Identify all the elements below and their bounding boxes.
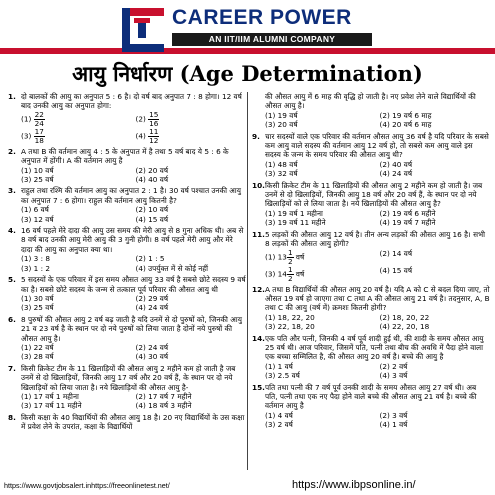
question-number bbox=[252, 92, 265, 130]
option-text: 20 वर्ष bbox=[277, 120, 298, 130]
option-text: 15 वर्ष bbox=[148, 214, 169, 224]
option-label: (3) bbox=[21, 131, 34, 141]
answer-option bbox=[380, 169, 491, 178]
answer-option bbox=[265, 111, 376, 120]
fraction-numerator: 1 bbox=[287, 264, 293, 274]
option-text: 29 वर्ष bbox=[148, 293, 169, 303]
answer-option bbox=[265, 362, 376, 371]
question-body bbox=[21, 315, 246, 362]
option-label: (3) bbox=[265, 322, 278, 332]
option-label: (3) bbox=[265, 371, 278, 381]
answer-option bbox=[380, 111, 491, 120]
answer-option bbox=[136, 294, 247, 303]
question-text: पति तथा पत्नी की 7 वर्ष पूर्व उनकी शादी के समय औसत आयु 27 वर्ष थी। अब पति, पत्नी तथा एक नए पैदा होने वाले बच्चे की औसत आयु 21 वर्ष है। बच्चे की वर्तमान आयु है bbox=[265, 382, 477, 411]
option-label: (3) bbox=[21, 401, 34, 411]
question-body bbox=[265, 285, 490, 332]
question-body bbox=[265, 334, 490, 381]
answer-option bbox=[136, 215, 247, 224]
fraction-denominator: 12 bbox=[149, 135, 159, 145]
footer-links-left[interactable]: https://www.govtjobsalert.inhttps://freeonlinetest.net/ bbox=[4, 481, 170, 490]
question-number: 2. bbox=[8, 146, 16, 156]
answer-option bbox=[136, 128, 247, 145]
question-item bbox=[8, 275, 246, 313]
option-text: 4 वर्ष bbox=[277, 410, 293, 420]
question-item bbox=[8, 413, 246, 432]
question-text: राहुल तथा रश्मि की वर्तमान आयु का अनुपात 2 : 1 है। 30 वर्ष पश्चात उनकी आयु का अनुपात 7 : 6 होगा। राहुल की वर्तमान आयु कितनी है? bbox=[21, 186, 241, 205]
option-text: 24 वर्ष bbox=[148, 303, 169, 313]
option-text: 30 वर्ष bbox=[33, 293, 54, 303]
option-text: 6 वर्ष bbox=[33, 205, 49, 215]
question-text: की औसत आयु में 6 माह की वृद्धि हो जाती है। नए प्रवेश लेने वाले विद्यार्थियों की औसत आयु है। bbox=[265, 92, 476, 111]
question-number: 14. bbox=[252, 333, 265, 343]
option-label: (4) bbox=[135, 214, 149, 224]
question-item bbox=[252, 285, 490, 332]
fraction-numerator: 22 bbox=[34, 109, 44, 119]
option-label: (3) bbox=[21, 303, 34, 313]
answer-option bbox=[380, 120, 491, 129]
option-text: 19 वर्ष 1 महीना bbox=[277, 208, 323, 218]
option-label: (3) bbox=[21, 175, 34, 185]
fraction-denominator: 16 bbox=[149, 118, 159, 128]
footer bbox=[0, 477, 495, 495]
answer-option bbox=[265, 420, 376, 429]
question-item bbox=[8, 226, 246, 273]
answer-option bbox=[21, 166, 132, 175]
question-item bbox=[252, 383, 490, 430]
answer-option bbox=[21, 343, 132, 352]
question-body bbox=[21, 186, 246, 224]
question-body bbox=[21, 413, 246, 432]
option-text: 17 वर्ष 1 महीना bbox=[33, 391, 79, 401]
logo-mark-icon bbox=[120, 6, 166, 56]
question-body bbox=[21, 147, 246, 185]
question-body bbox=[265, 92, 490, 130]
question-number: 15. bbox=[252, 382, 265, 392]
answer-option bbox=[136, 303, 247, 312]
option-text: 24 वर्ष bbox=[392, 169, 413, 179]
answer-option bbox=[21, 392, 132, 401]
option-whole: 13 bbox=[277, 252, 287, 261]
option-text: 19 वर्ष 6 महीने bbox=[392, 208, 436, 218]
right-column bbox=[252, 92, 490, 472]
question-text: किसी कक्षा के 40 विद्यार्थियों की औसत आयु 18 है। 20 नए विद्यार्थियों के उस कक्षा में प्रवेश लेने के उपरांत, कक्षा के विद्यार्थियों bbox=[21, 412, 245, 432]
answer-option bbox=[136, 111, 247, 128]
option-label: (3) bbox=[265, 420, 278, 430]
question-text: 16 वर्ष पहले मेरे दादा की आयु उस समय की मेरी आयु से 8 गुना अधिक थी। अब से 8 वर्ष बाद उनकी आयु मेरी आयु की 3 गुनी होगी। 8 वर्ष पहले मेरी आयु और मेरे दादा की आयु का अनुपात क्या था। bbox=[21, 226, 244, 254]
options-grid bbox=[21, 205, 246, 224]
brand-name: CAREER POWER bbox=[172, 6, 352, 29]
options-grid bbox=[21, 111, 246, 145]
option-text: 20 वर्ष bbox=[148, 165, 169, 175]
question-body bbox=[265, 181, 490, 228]
answer-option bbox=[265, 169, 376, 178]
answer-option bbox=[21, 205, 132, 214]
option-text: 19 वर्ष bbox=[277, 110, 298, 120]
option-text: 3 वर्ष bbox=[392, 371, 408, 381]
question-body bbox=[21, 364, 246, 411]
question-item bbox=[252, 334, 490, 381]
option-fraction bbox=[287, 249, 294, 266]
answer-option bbox=[380, 371, 491, 380]
option-label: (1) bbox=[21, 254, 34, 264]
answer-option bbox=[380, 209, 491, 218]
answer-option bbox=[265, 120, 376, 129]
option-label: (1) bbox=[265, 159, 278, 169]
answer-option bbox=[265, 266, 376, 283]
question-item bbox=[8, 364, 246, 411]
question-body bbox=[21, 275, 246, 313]
answer-option bbox=[136, 254, 247, 263]
question-item bbox=[8, 92, 246, 145]
option-label: (4) bbox=[379, 420, 393, 430]
option-text: 1 : 2 bbox=[33, 263, 51, 273]
option-label: (2) bbox=[379, 159, 393, 169]
option-text: 17 वर्ष 11 महीने bbox=[33, 401, 82, 411]
question-number: 11. bbox=[252, 229, 265, 239]
option-label: (4) bbox=[379, 218, 393, 228]
option-label: (2) bbox=[135, 254, 149, 264]
option-text: 22, 20, 18 bbox=[392, 322, 430, 332]
option-label: (4) bbox=[135, 401, 149, 411]
options-grid bbox=[21, 294, 246, 313]
option-label: (2) bbox=[379, 361, 393, 371]
option-label: (3) bbox=[21, 352, 34, 362]
answer-option bbox=[21, 264, 132, 273]
option-text: 2 वर्ष bbox=[392, 361, 408, 371]
option-fraction bbox=[34, 128, 45, 145]
option-label: (3) bbox=[265, 169, 278, 179]
answer-option bbox=[265, 218, 376, 227]
option-text: 2.5 वर्ष bbox=[277, 371, 300, 381]
answer-option bbox=[265, 249, 376, 266]
options-grid bbox=[265, 111, 490, 130]
answer-option bbox=[21, 111, 132, 128]
option-label: (1) bbox=[265, 110, 278, 120]
option-label: (4) bbox=[379, 265, 393, 275]
option-label: (3) bbox=[21, 214, 34, 224]
option-text: 10 वर्ष bbox=[148, 205, 169, 215]
option-fraction bbox=[287, 266, 294, 283]
options-grid bbox=[21, 392, 246, 411]
options-grid bbox=[21, 254, 246, 273]
option-label: (2) bbox=[135, 165, 149, 175]
options-grid bbox=[265, 160, 490, 179]
answer-option bbox=[380, 313, 491, 322]
option-label: (3) bbox=[21, 263, 34, 273]
option-suffix: वर्ष bbox=[293, 252, 305, 261]
answer-option bbox=[380, 411, 491, 420]
fraction-numerator: 11 bbox=[149, 126, 159, 136]
question-text: A तथा B की वर्तमान आयु 4 : 5 के अनुपात में है तथा 5 वर्ष बाद ये 5 : 6 के अनुपात में होंगी। A की वर्तमान आयु है bbox=[21, 146, 229, 166]
option-label: (2) bbox=[379, 312, 393, 322]
question-item bbox=[8, 315, 246, 362]
option-label: (1) bbox=[21, 114, 34, 124]
option-text: 40 वर्ष bbox=[392, 159, 413, 169]
footer-link-right[interactable]: https://www.ibpsonline.in/ bbox=[292, 479, 416, 491]
question-item bbox=[252, 132, 490, 179]
option-label: (1) bbox=[265, 410, 278, 420]
option-fraction bbox=[148, 128, 159, 145]
options-grid bbox=[21, 343, 246, 362]
brand-tagline: AN IIT/IIM ALUMNI COMPANY bbox=[208, 34, 336, 44]
option-label: (4) bbox=[135, 263, 149, 273]
answer-option bbox=[380, 266, 491, 283]
answer-option bbox=[136, 352, 247, 361]
option-label: (1) bbox=[21, 342, 34, 352]
question-number: 8. bbox=[8, 412, 16, 422]
question-text: 5 सदस्यों के एक परिवार में इस समय औसत आयु 33 वर्ष है सबसे छोटे सदस्य 9 वर्ष का है। सबसे छोटे सदस्य के जन्म से तत्काल पूर्व परिवार की औसत आयु थी bbox=[21, 275, 246, 294]
answer-option bbox=[380, 249, 491, 266]
question-number: 7. bbox=[8, 363, 16, 373]
option-text: 40 वर्ष bbox=[148, 175, 169, 185]
fraction-denominator: 2 bbox=[287, 256, 293, 266]
answer-option bbox=[136, 401, 247, 410]
fraction-numerator: 1 bbox=[287, 247, 293, 257]
question-number: 9. bbox=[252, 131, 260, 141]
tagline-bar bbox=[172, 33, 372, 46]
fraction-numerator: 17 bbox=[34, 126, 44, 136]
option-label: (2) bbox=[379, 110, 393, 120]
question-text: 8 पुरुषों की औसत आयु 2 वर्ष बढ़ जाती है यदि उनमें से दो पुरुषों को, जिनकी आयु 21 व 23 वर्ष है के स्थान पर दो नये पुरुषों को लिया जाता है दोनों नये पुरुषों की औसत आयु है। bbox=[21, 314, 242, 343]
options-grid bbox=[265, 209, 490, 228]
option-text: 17 वर्ष 7 महीने bbox=[148, 391, 192, 401]
option-label: (2) bbox=[135, 114, 149, 124]
column-divider bbox=[247, 92, 248, 470]
option-label: (2) bbox=[379, 208, 393, 218]
option-text: 24 वर्ष bbox=[148, 342, 169, 352]
option-text: 48 वर्ष bbox=[277, 159, 298, 169]
answer-option bbox=[136, 392, 247, 401]
question-number: 4. bbox=[8, 226, 16, 236]
option-text: उपर्युक्त में से कोई नहीं bbox=[148, 263, 209, 273]
option-label: (1) bbox=[265, 252, 278, 261]
question-body bbox=[21, 92, 246, 145]
answer-option bbox=[21, 128, 132, 145]
option-suffix: वर्ष bbox=[293, 269, 305, 278]
fraction-denominator: 18 bbox=[34, 135, 44, 145]
question-body bbox=[265, 230, 490, 283]
option-fraction bbox=[148, 111, 159, 128]
option-label: (1) bbox=[265, 312, 278, 322]
fraction-denominator: 2 bbox=[287, 273, 293, 283]
answer-option bbox=[21, 303, 132, 312]
question-text: किसी क्रिकेट टीम के 11 खिलाड़ियों की औसत आयु 2 महीने कम हो जाती है। जब उनमें से दो खिलाड़ियों, जिनकी आयु 18 वर्ष और 20 वर्ष हैं, के स्थान पर दो नये खिलाड़ियों को ले लिया जाता है। नये खिलाड़ियों की औसत आयु है? bbox=[265, 180, 483, 209]
answer-option bbox=[380, 322, 491, 331]
answer-option bbox=[380, 218, 491, 227]
option-text: 18, 20, 22 bbox=[392, 312, 430, 322]
answer-option bbox=[265, 209, 376, 218]
answer-option bbox=[21, 254, 132, 263]
option-text: 1 : 5 bbox=[148, 254, 165, 264]
option-label: (2) bbox=[135, 391, 149, 401]
option-label: (2) bbox=[135, 293, 149, 303]
question-text: 5 लड़कों की औसत आयु 12 वर्ष है। तीन अन्य लड़कों की औसत आयु 16 है। सभी 8 लड़कों की औसत आयु होगी? bbox=[265, 229, 486, 249]
option-text: 20 वर्ष 6 माह bbox=[392, 120, 432, 130]
option-text: 25 वर्ष bbox=[33, 303, 54, 313]
question-text: किसी क्रिकेट टीम के 11 खिलाड़ियों की औसत आयु 2 महीने कम हो जाती है जब उनमें से दो खिलाड़ियों, जिनकी आयु 17 वर्ष और 20 वर्ष हैं, के स्थान पर दो नये खिलाड़ियों को लिया जाता है। नये खिलाड़ियों की औसत आयु है- bbox=[21, 363, 236, 392]
answer-option bbox=[136, 205, 247, 214]
option-label: (4) bbox=[135, 131, 149, 141]
answer-option bbox=[136, 343, 247, 352]
question-text: एक पति और पत्नी, जिनकी 4 वर्ष पूर्व शादी हुई थी, की शादी के समय औसत आयु 25 वर्ष थी। आज परिवार, जिसमें पति, पत्नी तथा बीच की अवधि में पैदा होने वाला एक बच्चा सम्मिलित है, की औसत आयु 20 वर्ष है। बच्चे की आयु है bbox=[265, 333, 484, 362]
option-label: (1) bbox=[21, 391, 34, 401]
option-label: (3) bbox=[265, 218, 278, 228]
answer-option bbox=[265, 411, 376, 420]
options-grid bbox=[21, 166, 246, 185]
options-grid bbox=[265, 249, 490, 283]
answer-option bbox=[21, 352, 132, 361]
answer-option bbox=[21, 401, 132, 410]
answer-option bbox=[136, 264, 247, 273]
option-label: (1) bbox=[21, 293, 34, 303]
option-text: 18 वर्ष 3 महीने bbox=[148, 401, 192, 411]
option-text: 3 : 8 bbox=[33, 254, 51, 264]
question-body bbox=[265, 383, 490, 430]
option-label: (1) bbox=[21, 205, 34, 215]
option-label: (3) bbox=[265, 269, 278, 278]
option-text: 32 वर्ष bbox=[277, 169, 298, 179]
option-label: (3) bbox=[265, 120, 278, 130]
answer-option bbox=[136, 175, 247, 184]
option-text: 10 वर्ष bbox=[33, 165, 54, 175]
option-text: 1 वर्ष bbox=[277, 361, 293, 371]
option-text: 22, 18, 20 bbox=[277, 322, 315, 332]
option-label: (4) bbox=[379, 322, 393, 332]
question-item bbox=[252, 230, 490, 283]
option-label: (4) bbox=[379, 169, 393, 179]
left-column bbox=[8, 92, 246, 472]
option-text: 18, 22, 20 bbox=[277, 312, 315, 322]
option-text: 28 वर्ष bbox=[33, 352, 54, 362]
answer-option bbox=[265, 371, 376, 380]
option-text: 19 वर्ष 6 माह bbox=[392, 110, 432, 120]
option-label: (2) bbox=[135, 342, 149, 352]
option-text: 22 वर्ष bbox=[33, 342, 54, 352]
options-grid bbox=[265, 362, 490, 381]
option-label: (1) bbox=[265, 361, 278, 371]
question-text: दो बालकों की आयु का अनुपात 5 : 6 है। दो वर्ष बाद अनुपात 7 : 8 होगा। 12 वर्ष बाद उनकी आयु का अनुपात होगा: bbox=[21, 92, 242, 111]
option-whole: 14 bbox=[277, 269, 287, 278]
question-text: चार सदस्यों वाले एक परिवार की वर्तमान औसत आयु 36 वर्ष है यदि परिवार के सबसे कम आयु वाले सदस्य की वर्तमान आयु 12 वर्ष हो, तो सबसे कम आयु वाले इस सदस्य के जन्म के समय परिवार की औसत आयु थी? bbox=[265, 131, 489, 160]
question-number: 12. bbox=[252, 284, 265, 294]
option-label: (1) bbox=[265, 208, 278, 218]
question-item bbox=[252, 92, 490, 130]
answer-option bbox=[265, 313, 376, 322]
question-item bbox=[8, 186, 246, 224]
option-label: (4) bbox=[135, 303, 149, 313]
option-text: 19 वर्ष 7 महीने bbox=[392, 218, 436, 228]
answer-option bbox=[21, 175, 132, 184]
question-number: 1. bbox=[8, 92, 16, 101]
option-label: (2) bbox=[379, 410, 393, 420]
options-grid bbox=[265, 411, 490, 430]
option-text: 14 वर्ष bbox=[392, 248, 413, 258]
option-fraction bbox=[34, 111, 45, 128]
option-label: (4) bbox=[379, 371, 393, 381]
question-number: 3. bbox=[8, 186, 16, 196]
question-item bbox=[252, 181, 490, 228]
answer-option bbox=[21, 294, 132, 303]
answer-option bbox=[265, 160, 376, 169]
option-text: 12 वर्ष bbox=[33, 214, 54, 224]
option-text: 1 वर्ष bbox=[392, 420, 408, 430]
option-text: 25 वर्ष bbox=[33, 175, 54, 185]
fraction-numerator: 15 bbox=[149, 109, 159, 119]
question-number: 10. bbox=[252, 180, 265, 190]
question-body bbox=[265, 132, 490, 179]
question-number: 5. bbox=[8, 275, 16, 285]
option-text: 15 वर्ष bbox=[392, 265, 413, 275]
option-label: (4) bbox=[135, 175, 149, 185]
option-text: 3 वर्ष bbox=[392, 410, 408, 420]
option-label: (1) bbox=[21, 165, 34, 175]
answer-option bbox=[21, 215, 132, 224]
option-text: 30 वर्ष bbox=[148, 352, 169, 362]
answer-option bbox=[380, 160, 491, 169]
question-item bbox=[8, 147, 246, 185]
career-power-logo bbox=[120, 4, 375, 58]
header bbox=[0, 0, 495, 62]
question-body bbox=[21, 226, 246, 273]
option-text: 2 वर्ष bbox=[277, 420, 293, 430]
answer-option bbox=[380, 420, 491, 429]
option-label: (4) bbox=[135, 352, 149, 362]
options-grid bbox=[265, 313, 490, 332]
question-text: A तथा B विद्यार्थियों की औसत आयु 20 वर्ष है। यदि A को C से बदल दिया जाए, तो औसत 19 वर्ष हो जाएगा तथा C तथा A की औसत आयु 21 वर्ष है। तदनुसार, A, B तथा C की आयु (वर्ष में) क्रमशः कितनी होगी? bbox=[265, 284, 490, 313]
page-title: आयु निर्धारण (Age Determination) bbox=[72, 61, 423, 86]
answer-option bbox=[136, 166, 247, 175]
option-text: 19 वर्ष 11 महीने bbox=[277, 218, 326, 228]
option-label: (4) bbox=[379, 120, 393, 130]
answer-option bbox=[265, 322, 376, 331]
option-label: (2) bbox=[379, 248, 393, 258]
question-number: 6. bbox=[8, 314, 16, 324]
option-label: (2) bbox=[135, 205, 149, 215]
answer-option bbox=[380, 362, 491, 371]
fraction-denominator: 24 bbox=[34, 118, 44, 128]
